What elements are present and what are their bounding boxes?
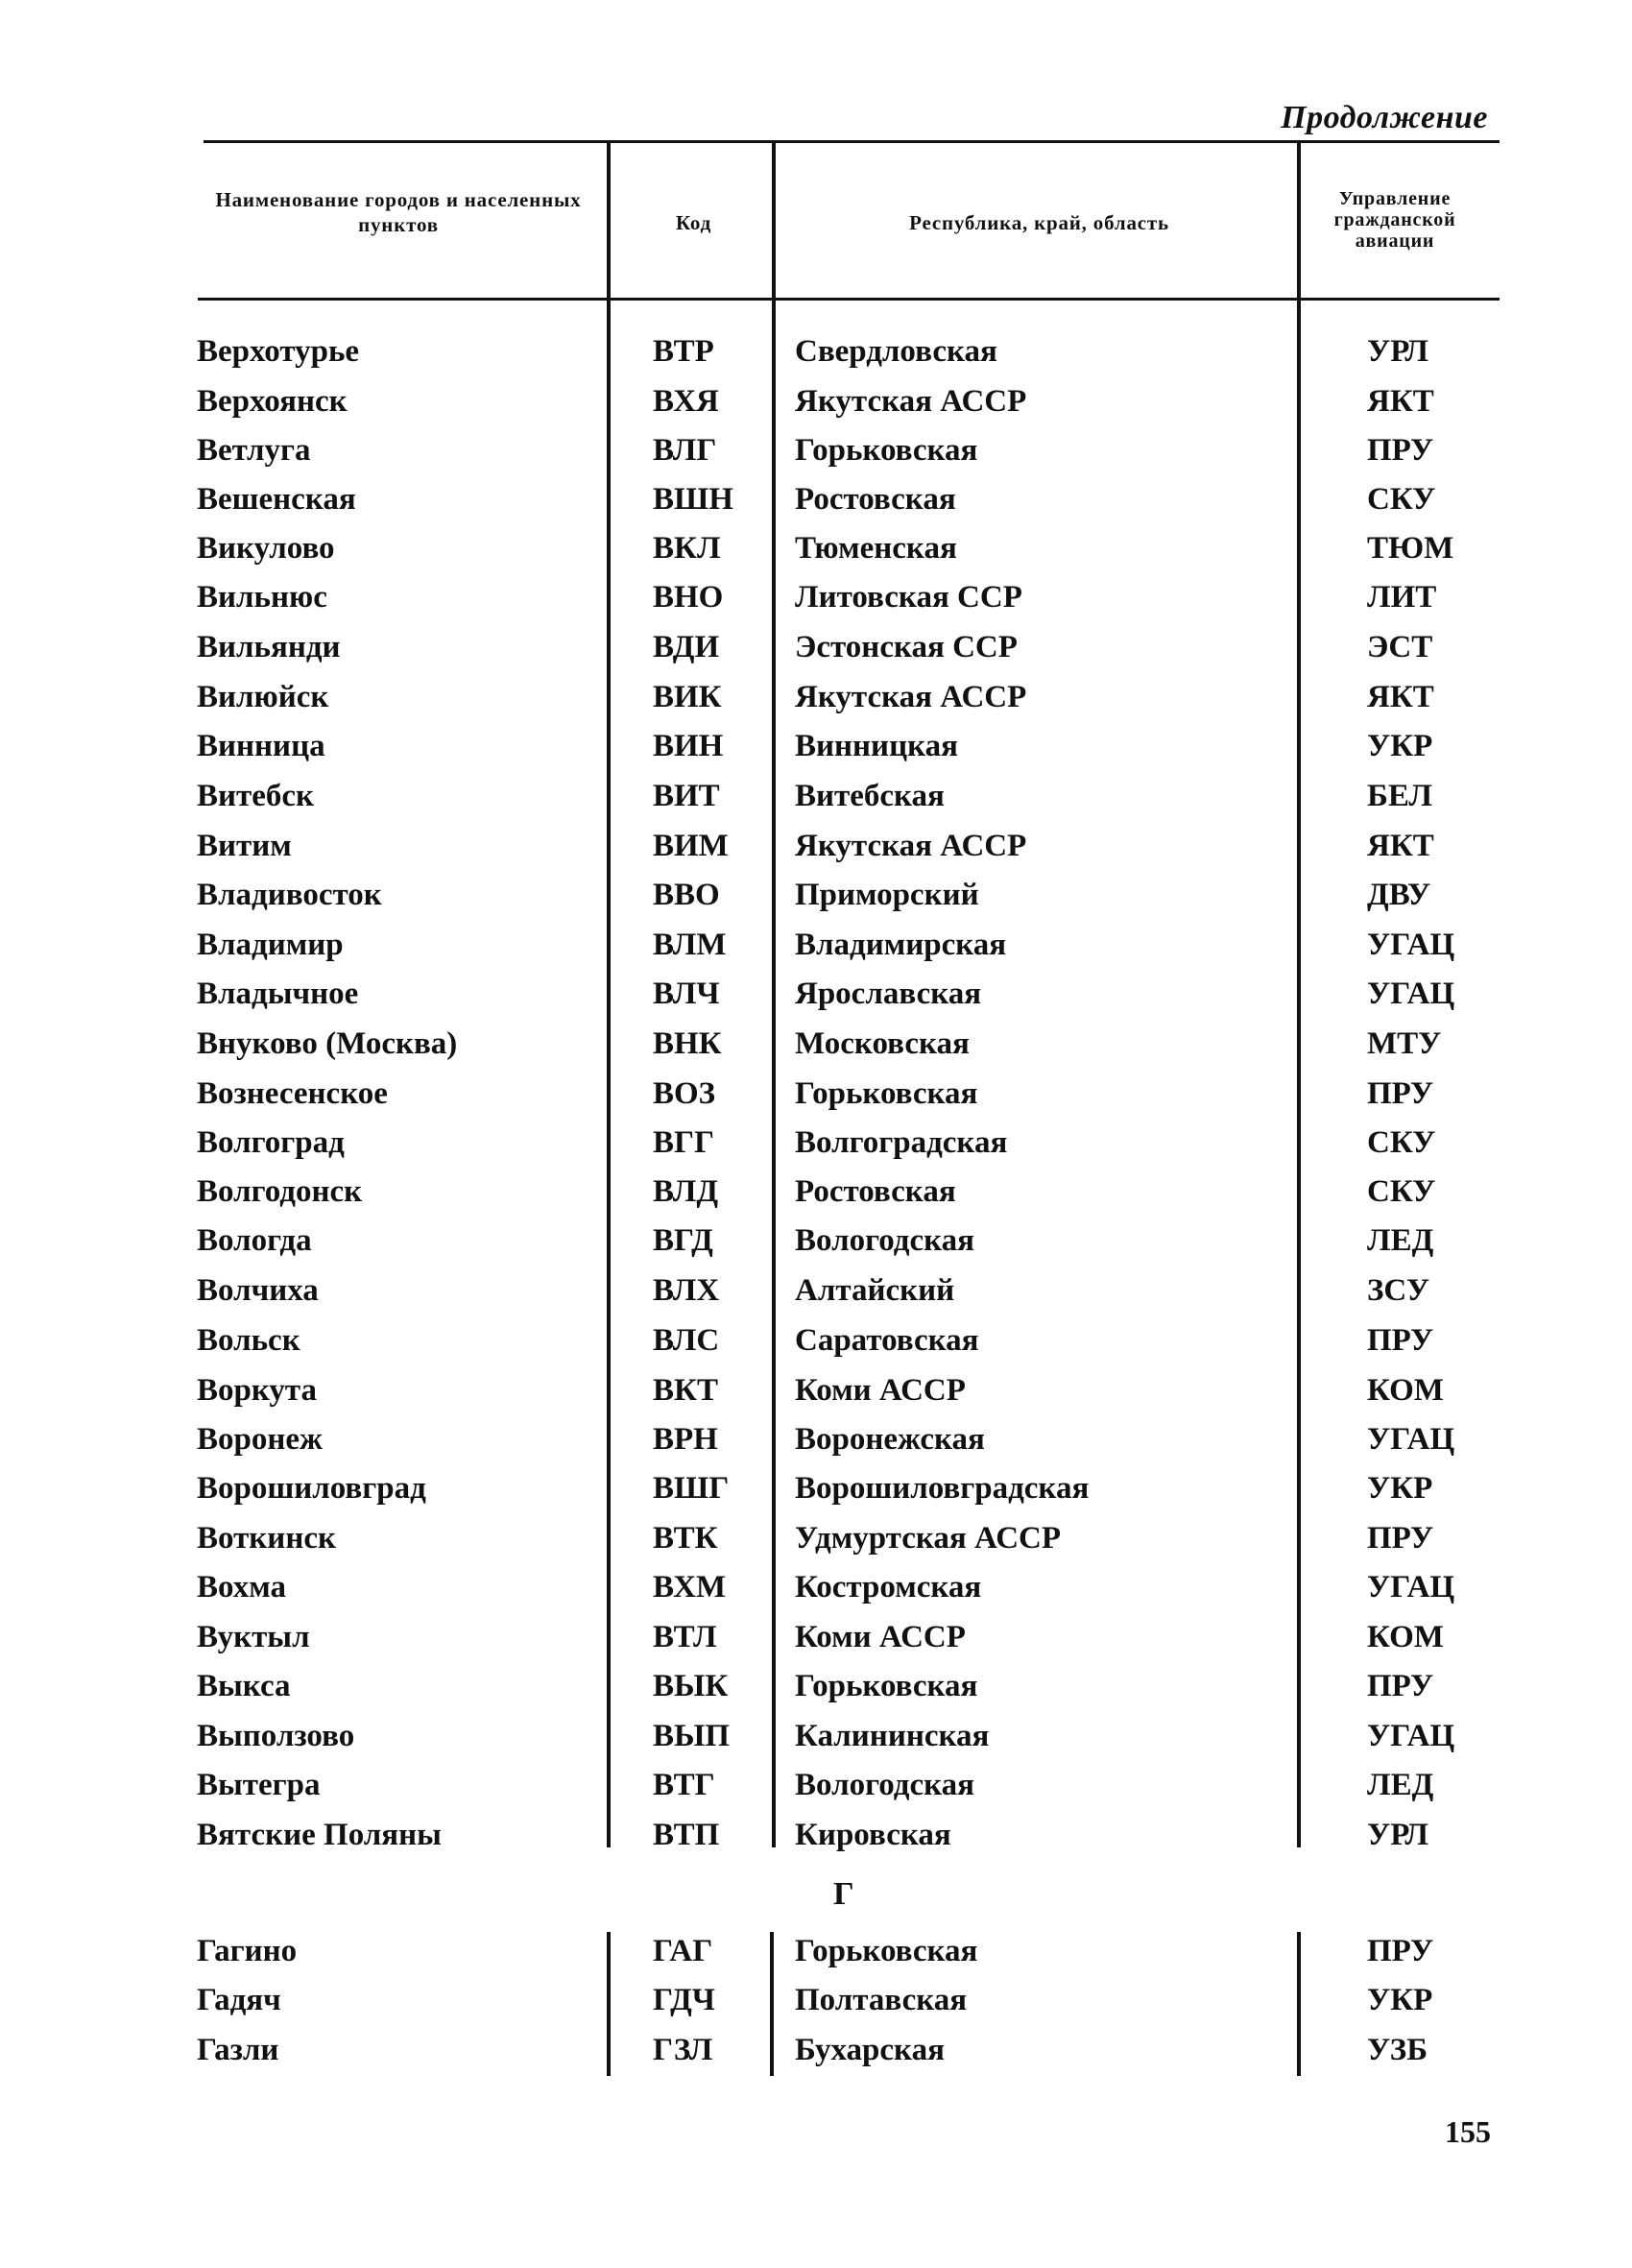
city-name: Викулово xyxy=(197,531,335,566)
region: Приморский xyxy=(795,878,979,912)
aviation-directorate: УКР xyxy=(1367,1471,1433,1506)
airport-code: ВРН xyxy=(653,1422,718,1457)
table-row xyxy=(0,777,1632,815)
city-name: Гагино xyxy=(197,1934,298,1968)
city-name: Воронеж xyxy=(197,1422,323,1457)
aviation-directorate: ТЮМ xyxy=(1367,531,1454,566)
table-row xyxy=(0,1420,1632,1459)
airport-code: ВЛХ xyxy=(653,1273,720,1308)
table-row xyxy=(0,1519,1632,1557)
table-row xyxy=(0,727,1632,765)
region: Витебская xyxy=(795,779,945,813)
region: Ростовская xyxy=(795,1174,956,1209)
aviation-directorate: УКР xyxy=(1367,1983,1433,2017)
aviation-directorate: СКУ xyxy=(1367,1125,1436,1160)
aviation-directorate: СКУ xyxy=(1367,482,1436,517)
table-row xyxy=(0,1568,1632,1606)
airport-code: ВИН xyxy=(653,729,724,763)
city-name: Ворошиловград xyxy=(197,1471,426,1506)
airport-code: ВВО xyxy=(653,878,720,912)
airport-code: ВЛГ xyxy=(653,433,717,468)
region: Воронежская xyxy=(795,1422,985,1457)
city-name: Вятские Поляны xyxy=(197,1818,442,1852)
airport-code: ВТГ xyxy=(653,1768,715,1802)
table-row xyxy=(0,1932,1632,1970)
aviation-directorate: УГАЦ xyxy=(1367,1422,1455,1457)
city-name: Витим xyxy=(197,829,292,863)
city-name: Выкса xyxy=(197,1669,291,1703)
aviation-directorate: КОМ xyxy=(1367,1620,1444,1654)
airport-code: ВКТ xyxy=(653,1373,718,1408)
aviation-directorate: СКУ xyxy=(1367,1174,1436,1209)
aviation-directorate: МТУ xyxy=(1367,1026,1442,1061)
airport-code: ВЛМ xyxy=(653,928,727,962)
region: Литовская ССР xyxy=(795,580,1022,615)
city-name: Владивосток xyxy=(197,878,382,912)
city-name: Вуктыл xyxy=(197,1620,310,1654)
airport-code: ВНО xyxy=(653,580,724,615)
table-row xyxy=(0,876,1632,914)
airport-code: ВТК xyxy=(653,1521,718,1556)
city-name: Вешенская xyxy=(197,482,356,517)
aviation-directorate: ЗСУ xyxy=(1367,1273,1430,1308)
table-row xyxy=(0,628,1632,666)
airport-code: ВИТ xyxy=(653,779,720,813)
aviation-directorate: ЛИТ xyxy=(1367,580,1437,615)
region: Кировская xyxy=(795,1818,951,1852)
region: Костромская xyxy=(795,1570,982,1604)
airport-code: ВТР xyxy=(653,334,714,369)
airport-code: ВТЛ xyxy=(653,1620,717,1654)
city-name: Воткинск xyxy=(197,1521,336,1556)
table-row xyxy=(0,1271,1632,1310)
aviation-directorate: ПРУ xyxy=(1367,1669,1434,1703)
airport-code: ВИК xyxy=(653,680,722,714)
airport-code: ГАГ xyxy=(653,1934,713,1968)
airport-code: ГДЧ xyxy=(653,1983,716,2017)
region: Горьковская xyxy=(795,1669,978,1703)
table-row xyxy=(0,1321,1632,1360)
table-row xyxy=(0,678,1632,716)
region: Горьковская xyxy=(795,1076,978,1111)
table-row xyxy=(0,975,1632,1013)
region: Ворошиловградская xyxy=(795,1471,1090,1506)
city-name: Владычное xyxy=(197,977,359,1011)
region: Бухарская xyxy=(795,2033,945,2067)
region: Волгоградская xyxy=(795,1125,1008,1160)
city-name: Газли xyxy=(197,2033,279,2067)
region: Владимирская xyxy=(795,928,1007,962)
region: Полтавская xyxy=(795,1983,968,2017)
aviation-directorate: ПРУ xyxy=(1367,1323,1434,1358)
aviation-directorate: УРЛ xyxy=(1367,1818,1429,1852)
city-name: Вольск xyxy=(197,1323,300,1358)
airport-code: ВЫК xyxy=(653,1669,729,1703)
table-row xyxy=(0,480,1632,519)
aviation-directorate: ЯКТ xyxy=(1367,384,1434,419)
airport-code: ВЫП xyxy=(653,1719,731,1753)
page-number: 155 xyxy=(1445,2114,1491,2149)
region: Эстонская ССР xyxy=(795,630,1018,664)
city-name: Вилюйск xyxy=(197,680,329,714)
city-name: Волгодонск xyxy=(197,1174,363,1209)
table-row xyxy=(0,1371,1632,1410)
region: Коми АССР xyxy=(795,1373,966,1408)
column-header-region: Республика, край, область xyxy=(909,211,1169,234)
airport-code: ГЗЛ xyxy=(653,2033,713,2067)
table-row xyxy=(0,578,1632,616)
table-row xyxy=(0,1172,1632,1211)
city-name: Вильнюс xyxy=(197,580,327,615)
region: Якутская АССР xyxy=(795,680,1027,714)
airport-code: ВХМ xyxy=(653,1570,727,1604)
region: Свердловская xyxy=(795,334,997,369)
city-name: Вохма xyxy=(197,1570,286,1604)
region: Ростовская xyxy=(795,482,956,517)
aviation-directorate: ЯКТ xyxy=(1367,829,1434,863)
region: Удмуртская АССР xyxy=(795,1521,1062,1556)
aviation-directorate: ПРУ xyxy=(1367,433,1434,468)
city-name: Вытегра xyxy=(197,1768,321,1802)
table-row xyxy=(0,1469,1632,1508)
city-name: Витебск xyxy=(197,779,315,813)
aviation-directorate: ЛЕД xyxy=(1367,1768,1434,1802)
region: Московская xyxy=(795,1026,970,1061)
region: Саратовская xyxy=(795,1323,979,1358)
aviation-directorate: УГАЦ xyxy=(1367,1570,1455,1604)
airport-code: ВТП xyxy=(653,1818,720,1852)
aviation-directorate: УКР xyxy=(1367,729,1433,763)
region: Якутская АССР xyxy=(795,384,1027,419)
table-row xyxy=(0,431,1632,470)
city-name: Вильянди xyxy=(197,630,341,664)
airport-code: ВНК xyxy=(653,1026,722,1061)
table-row xyxy=(0,382,1632,421)
table-row xyxy=(0,1221,1632,1260)
aviation-directorate: ЛЕД xyxy=(1367,1223,1434,1258)
airport-code: ВКЛ xyxy=(653,531,721,566)
aviation-directorate: КОМ xyxy=(1367,1373,1444,1408)
airport-code: ВШГ xyxy=(653,1471,730,1506)
region: Винницкая xyxy=(795,729,958,763)
city-name: Владимир xyxy=(197,928,344,962)
city-name: Воркута xyxy=(197,1373,318,1408)
city-name: Верхотурье xyxy=(197,334,360,369)
city-name: Внуково (Москва) xyxy=(197,1026,458,1061)
airport-code: ВДИ xyxy=(653,630,720,664)
city-name: Волгоград xyxy=(197,1125,345,1160)
aviation-directorate: ПРУ xyxy=(1367,1521,1434,1556)
aviation-directorate: УРЛ xyxy=(1367,334,1429,369)
table-header-rule xyxy=(198,298,1500,301)
aviation-directorate: ЯКТ xyxy=(1367,680,1434,714)
aviation-directorate: ПРУ xyxy=(1367,1934,1434,1968)
aviation-directorate: ДВУ xyxy=(1367,878,1431,912)
table-row xyxy=(0,926,1632,964)
table-row xyxy=(0,1123,1632,1162)
region: Алтайский xyxy=(795,1273,955,1308)
city-name: Вознесенское xyxy=(197,1076,388,1111)
region: Горьковская xyxy=(795,433,978,468)
table-row xyxy=(0,1025,1632,1063)
aviation-directorate: УГАЦ xyxy=(1367,928,1455,962)
city-name: Ветлуга xyxy=(197,433,311,468)
airport-code: ВОЗ xyxy=(653,1076,716,1111)
aviation-directorate: ЭСТ xyxy=(1367,630,1433,664)
airport-code: ВЛЧ xyxy=(653,977,720,1011)
aviation-directorate: УГАЦ xyxy=(1367,1719,1455,1753)
region: Коми АССР xyxy=(795,1620,966,1654)
table-row xyxy=(0,2031,1632,2069)
city-name: Волчиха xyxy=(197,1273,319,1308)
table-row xyxy=(0,1717,1632,1755)
airport-code: ВГД xyxy=(653,1223,713,1258)
city-name: Гадяч xyxy=(197,1983,281,2017)
city-name: Выползово xyxy=(197,1719,355,1753)
aviation-directorate: ПРУ xyxy=(1367,1076,1434,1111)
city-name: Верхоянск xyxy=(197,384,348,419)
aviation-directorate: УЗБ xyxy=(1367,2033,1428,2067)
table-row xyxy=(0,1074,1632,1113)
table-row xyxy=(0,1667,1632,1705)
table-row xyxy=(0,332,1632,371)
airport-code: ВХЯ xyxy=(653,384,719,419)
table-row xyxy=(0,1766,1632,1804)
column-header-name: Наименование городов и населенных пунктов xyxy=(215,188,582,236)
continued-label: Продолжение xyxy=(1281,100,1488,135)
region: Вологодская xyxy=(795,1768,975,1802)
table-row xyxy=(0,827,1632,865)
airport-code: ВЛС xyxy=(653,1323,720,1358)
city-name: Вологда xyxy=(197,1223,312,1258)
table-row xyxy=(0,1618,1632,1656)
airport-code: ВГГ xyxy=(653,1125,715,1160)
section-letter: Г xyxy=(833,1876,854,1912)
region: Тюменская xyxy=(795,531,957,566)
city-name: Винница xyxy=(197,729,325,763)
column-header-code: Код xyxy=(675,211,712,234)
table-row xyxy=(0,1981,1632,2019)
region: Ярославская xyxy=(795,977,982,1011)
table-row xyxy=(0,1816,1632,1854)
region: Калининская xyxy=(795,1719,990,1753)
airport-code: ВЛД xyxy=(653,1174,719,1209)
aviation-directorate: УГАЦ xyxy=(1367,977,1455,1011)
region: Горьковская xyxy=(795,1934,978,1968)
airport-code: ВИМ xyxy=(653,829,729,863)
region: Вологодская xyxy=(795,1223,975,1258)
region: Якутская АССР xyxy=(795,829,1027,863)
aviation-directorate: БЕЛ xyxy=(1367,779,1432,813)
table-top-rule xyxy=(204,140,1500,143)
airport-code: ВШН xyxy=(653,482,733,517)
column-header-ga: Управление гражданской авиации xyxy=(1333,188,1456,252)
table-row xyxy=(0,529,1632,567)
